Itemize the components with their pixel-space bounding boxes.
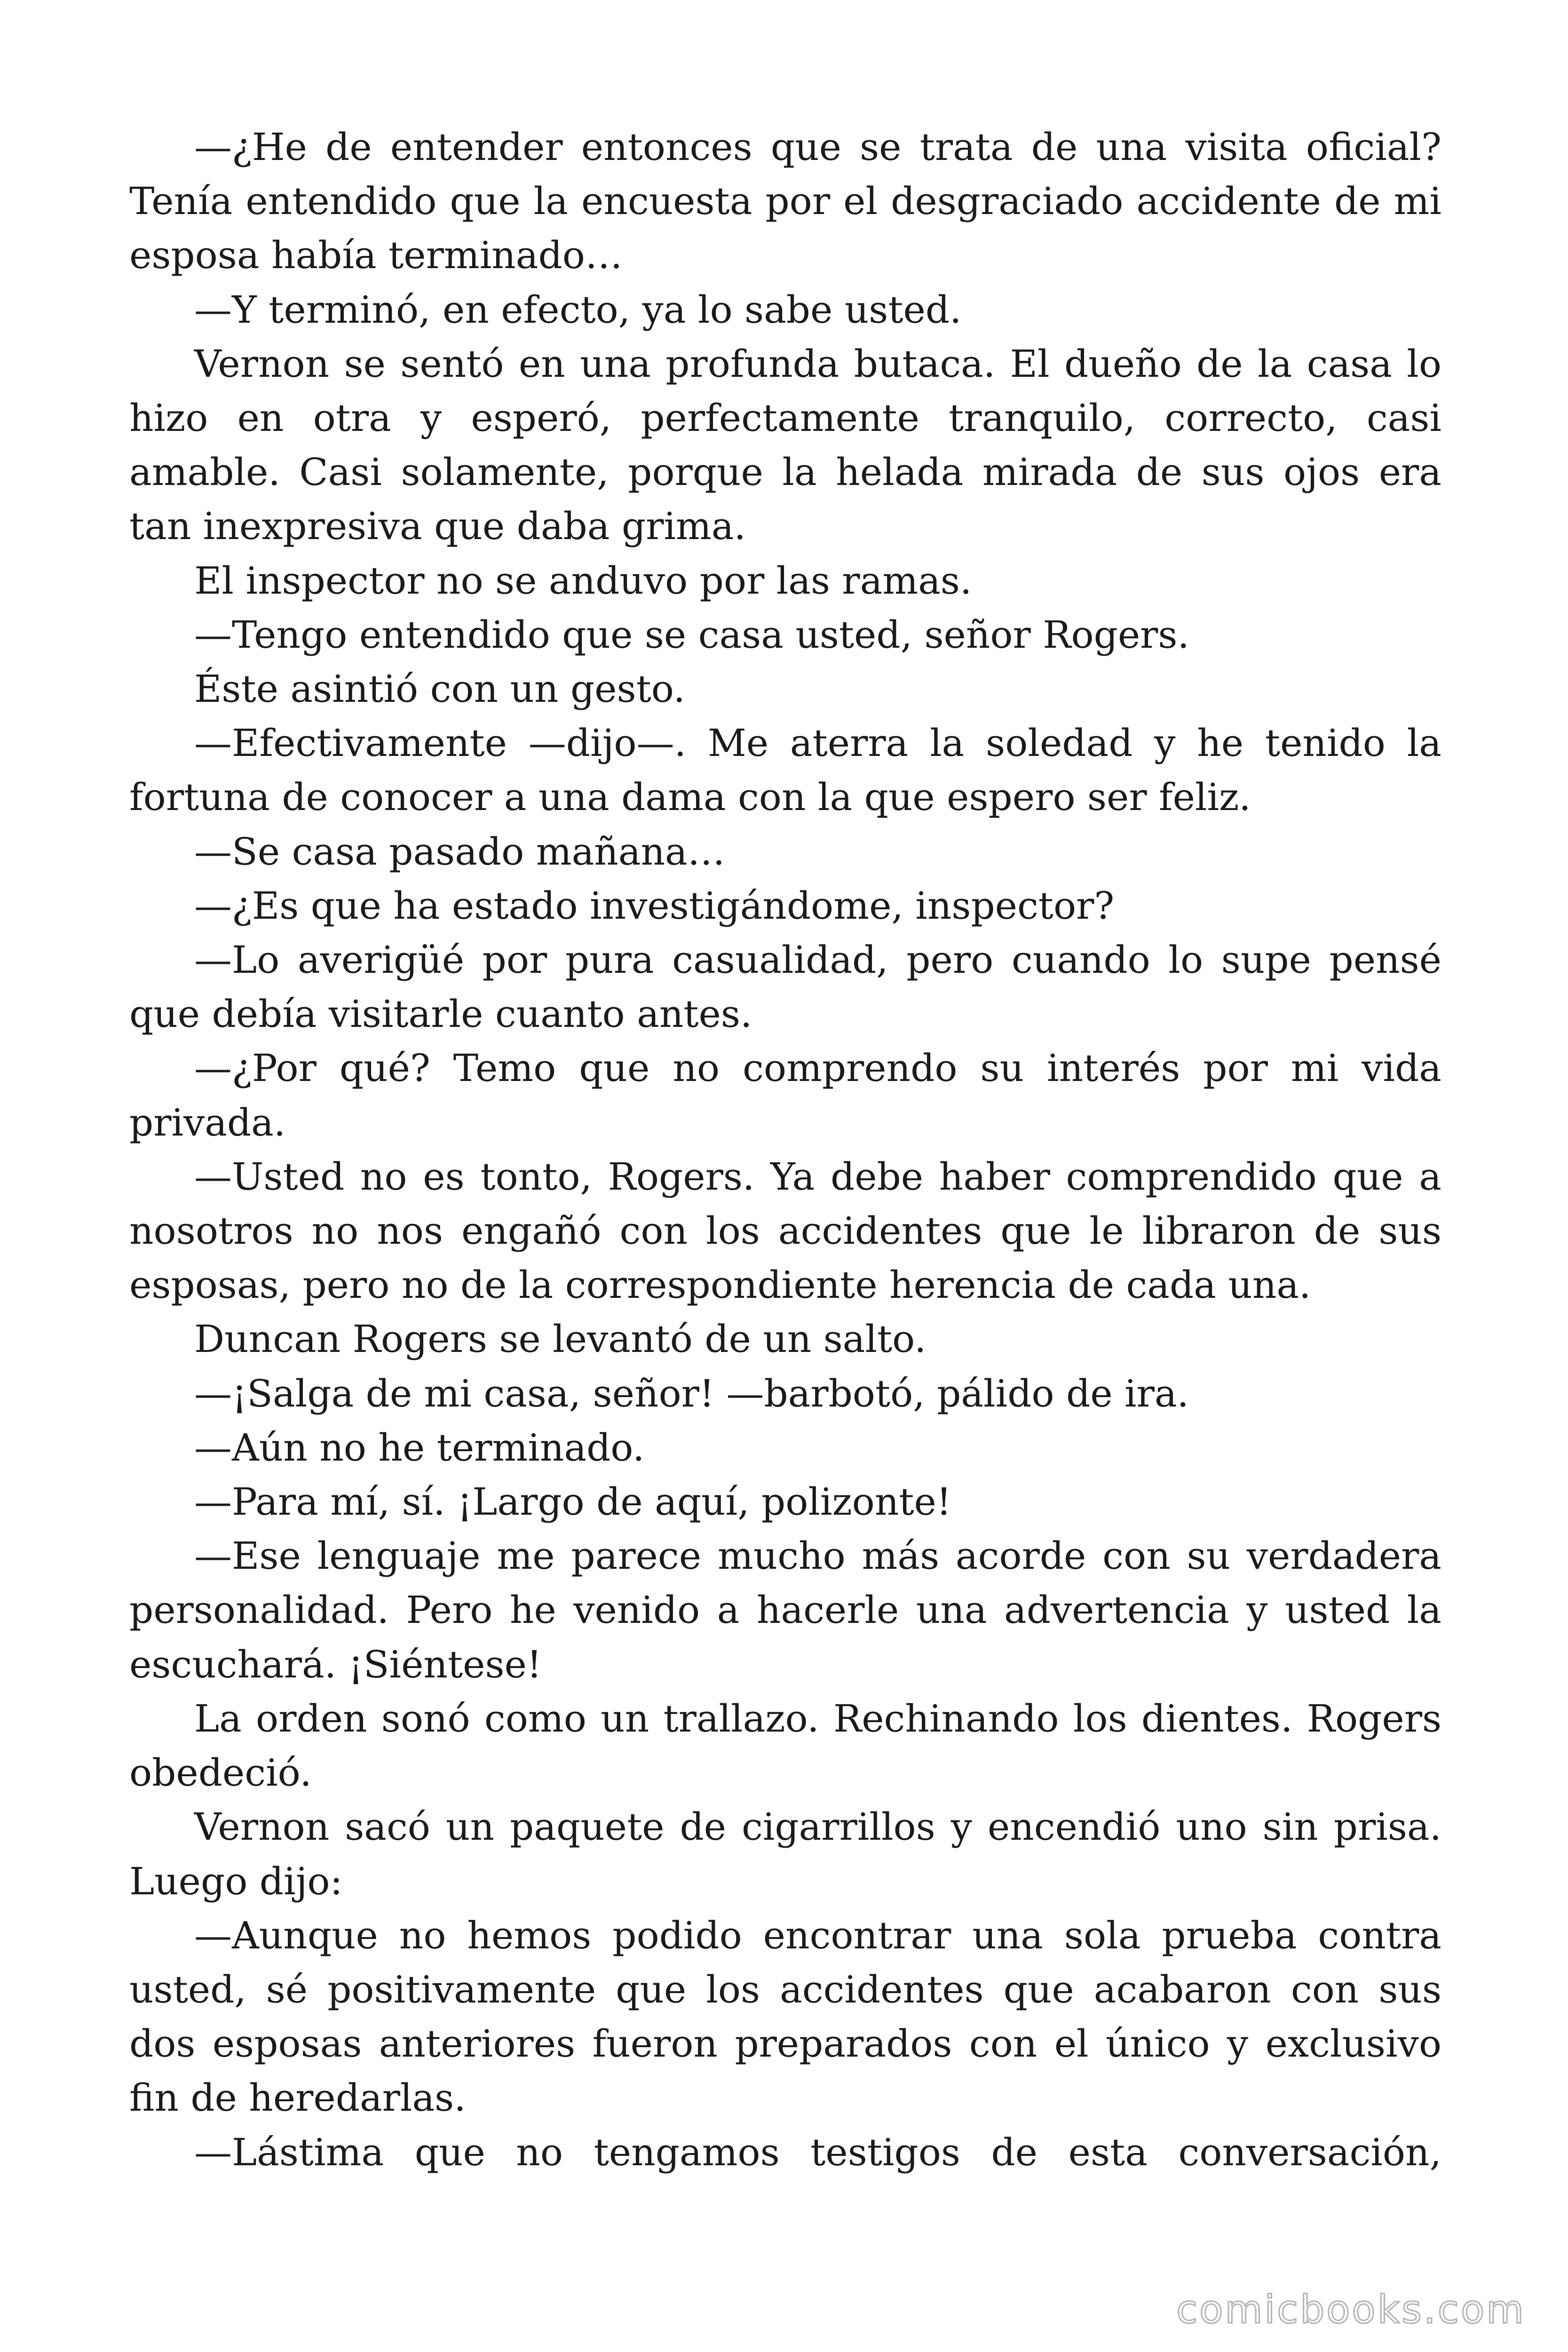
paragraph: —Para mí, sí. ¡Largo de aquí, polizonte! bbox=[194, 1480, 951, 1524]
page-body bbox=[129, 120, 1441, 2179]
paragraph: La orden sonó como un trallazo. Rechinando los dientes. Rogers obedeció. bbox=[129, 1696, 1441, 1795]
paragraph: —Aunque no hemos podido encontrar una sola prueba contra usted, sé positivamente que los accidentes que acabaron con sus dos esposas anteriores fueron preparados con el único y exclusivo fin de heredarlas. bbox=[129, 1913, 1441, 2120]
paragraph: Vernon sacó un paquete de cigarrillos y encendió uno sin prisa. Luego dijo: bbox=[129, 1805, 1441, 1903]
paragraph-continued: —Lástima que no tengamos testigos de esta conversación, bbox=[194, 2130, 1441, 2174]
paragraph: El inspector no se anduvo por las ramas. bbox=[194, 558, 972, 603]
paragraph: —Ese lenguaje me parece mucho más acorde con su verdadera personalidad. Pero he venido a hacerle una advertencia y usted la escuchará. ¡Siéntese! bbox=[129, 1534, 1441, 1686]
paragraph: Vernon se sentó en una profunda butaca. El dueño de la casa lo hizo en otra y esperó, perfectamente tranquilo, correcto, casi amable. Casi solamente, porque la helada mirada de sus ojos era tan inexpresiva que daba grima. bbox=[129, 342, 1441, 548]
paragraph: —¿He de entender entonces que se trata de una visita oficial? Tenía entendido que la encuesta por el desgraciado accidente de mi esposa había terminado… bbox=[129, 125, 1441, 278]
paragraph: —Y terminó, en efecto, ya lo sabe usted. bbox=[194, 287, 962, 332]
paragraph: —Se casa pasado mañana… bbox=[194, 829, 725, 874]
paragraph: —¡Salga de mi casa, señor! —barbotó, pálido de ira. bbox=[194, 1371, 1189, 1415]
paragraph: —Usted no es tonto, Rogers. Ya debe haber comprendido que a nosotros no nos engañó con los accidentes que le libraron de sus esposas, pero no de la correspondiente herencia de cada una. bbox=[129, 1154, 1441, 1307]
paragraph: —Tengo entendido que se casa usted, señor Rogers. bbox=[194, 612, 1189, 657]
watermark-logo: comicbooks.com bbox=[1176, 2288, 1526, 2332]
paragraph: —Lo averigüé por pura casualidad, pero cuando lo supe pensé que debía visitarle cuanto antes. bbox=[129, 938, 1441, 1036]
paragraph: —¿Por qué? Temo que no comprendo su interés por mi vida privada. bbox=[129, 1046, 1441, 1144]
paragraph: —Aún no he terminado. bbox=[194, 1425, 645, 1470]
paragraph: Duncan Rogers se levantó de un salto. bbox=[194, 1317, 927, 1361]
paragraph: —Efectivamente —dijo—. Me aterra la soledad y he tenido la fortuna de conocer a una dama con la que espero ser feliz. bbox=[129, 721, 1441, 819]
paragraph: Éste asintió con un gesto. bbox=[194, 667, 685, 711]
paragraph: —¿Es que ha estado investigándome, inspector? bbox=[194, 883, 1115, 928]
